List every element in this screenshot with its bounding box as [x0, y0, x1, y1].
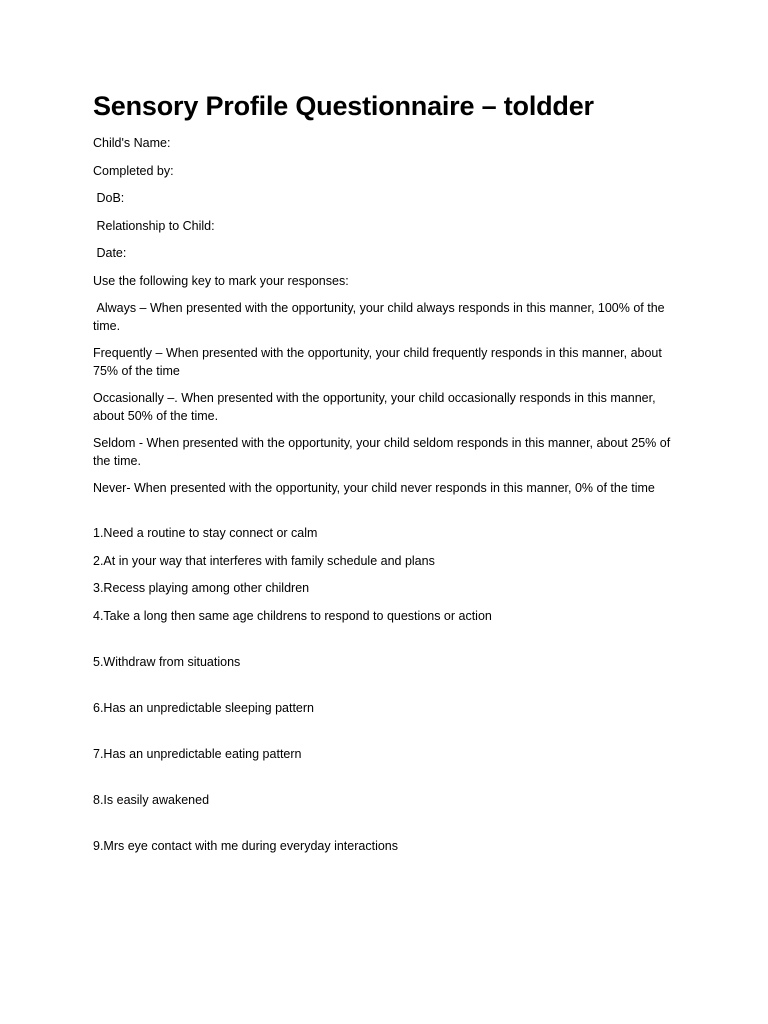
question-9: 9.Mrs eye contact with me during everyday interactions [93, 838, 398, 853]
question-1: 1.Need a routine to stay connect or calm [93, 526, 318, 540]
document-title: Sensory Profile Questionnaire – toldder [93, 91, 594, 121]
question-3: 3.Recess playing among other children [93, 581, 310, 595]
completed-by-field: Completed by: [93, 163, 174, 178]
date-field: Date: [93, 246, 127, 260]
question-8: 8.Is easily awakened [93, 792, 210, 807]
document-page [93, 88, 678, 864]
key-intro: Use the following key to mark your responses: [93, 273, 349, 288]
dob-field: DoB: [93, 191, 125, 205]
key-always: Always – When presented with the opportunity, your child always responds in this manner, 100% of the time. [93, 301, 669, 333]
question-6: 6.Has an unpredictable sleeping pattern [93, 700, 314, 715]
key-seldom: Seldom - When presented with the opportunity, your child seldom responds in this manner, about 25% of the time. [93, 436, 671, 468]
relationship-field: Relationship to Child: [93, 218, 215, 233]
key-never: Never- When presented with the opportunity, your child never responds in this manner, 0% of the time [93, 481, 655, 495]
key-occasionally: Occasionally –. When presented with the opportunity, your child occasionally responds in this manner, about 50% of the time. [93, 391, 656, 423]
key-frequently: Frequently – When presented with the opportunity, your child frequently responds in this manner, about 75% of the time [93, 346, 662, 378]
question-7: 7.Has an unpredictable eating pattern [93, 746, 302, 761]
spacer [93, 506, 678, 524]
question-2: 2.At in your way that interferes with family schedule and plans [93, 553, 435, 568]
question-4: 4.Take a long then same age childrens to respond to questions or action [93, 608, 492, 623]
question-5: 5.Withdraw from situations [93, 654, 241, 669]
childs-name-field: Child's Name: [93, 136, 171, 150]
